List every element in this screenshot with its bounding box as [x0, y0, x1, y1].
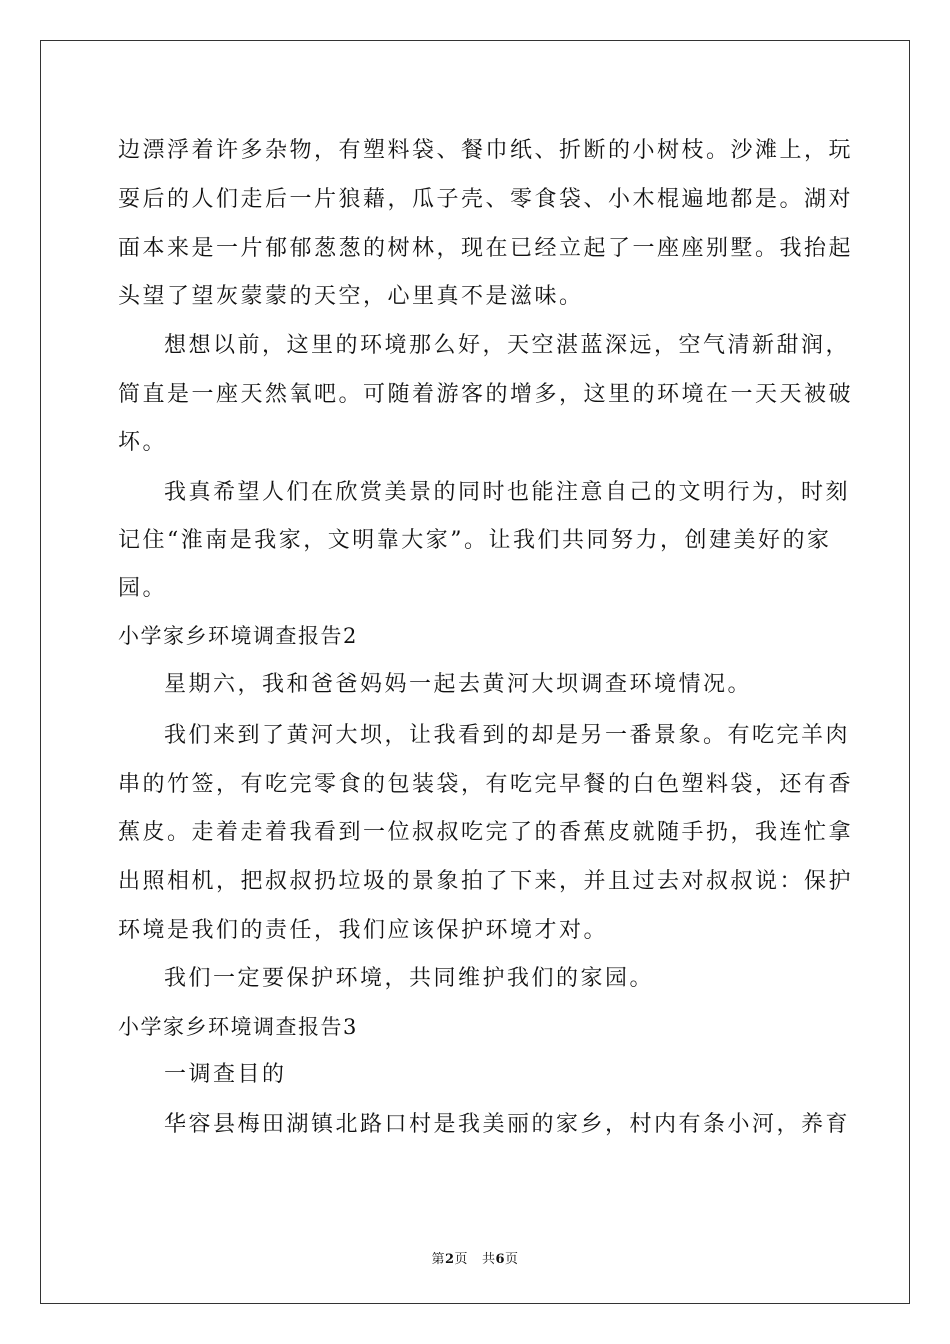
section-heading: 小学家乡环境调查报告2	[118, 624, 358, 648]
body-line: 面本来是一片郁郁葱葱的树林，现在已经立起了一座座别墅。我抬起	[118, 236, 854, 261]
body-line: 园。	[118, 576, 168, 601]
paragraph-start: 星期六，我和爸爸妈妈一起去黄河大坝调查环境情况。	[164, 672, 753, 697]
total-pages-number: 6	[495, 1252, 505, 1267]
body-line: 边漂浮着许多杂物，有塑料袋、餐巾纸、折断的小树枝。沙滩上，玩	[118, 138, 854, 163]
current-page-number: 2	[445, 1252, 455, 1267]
section-heading: 小学家乡环境调查报告3	[118, 1015, 358, 1039]
subheading: 一调查目的	[164, 1062, 287, 1087]
paragraph-start: 我真希望人们在欣赏美景的同时也能注意自己的文明行为，时刻	[164, 480, 851, 505]
body-line: 出照相机，把叔叔扔垃圾的景象拍了下来，并且过去对叔叔说：保护	[118, 869, 854, 894]
body-line: 坏。	[118, 430, 168, 455]
body-line: 记住“淮南是我家，文明靠大家”。让我们共同努力，创建美好的家	[118, 528, 832, 553]
footer-prefix: 第	[431, 1252, 445, 1267]
page-footer	[0, 1248, 950, 1267]
paragraph-start: 华容县梅田湖镇北路口村是我美丽的家乡，村内有条小河，养育	[164, 1112, 851, 1137]
body-line: 蕉皮。走着走着我看到一位叔叔吃完了的香蕉皮就随手扔，我连忙拿	[118, 820, 854, 845]
body-line: 串的竹签，有吃完零食的包装袋，有吃完早餐的白色塑料袋，还有香	[118, 772, 854, 797]
paragraph-start: 我们一定要保护环境，共同维护我们的家园。	[164, 966, 655, 991]
body-line: 环境是我们的责任，我们应该保护环境才对。	[118, 918, 609, 943]
paragraph-start: 我们来到了黄河大坝，让我看到的却是另一番景象。有吃完羊肉	[164, 723, 851, 748]
footer-mid: 页 共	[454, 1252, 496, 1267]
body-line: 耍后的人们走后一片狼藉，瓜子壳、零食袋、小木棍遍地都是。湖对	[118, 187, 854, 212]
body-line: 头望了望灰蒙蒙的天空，心里真不是滋味。	[118, 284, 584, 309]
body-line: 简直是一座天然氧吧。可随着游客的增多，这里的环境在一天天被破	[118, 382, 854, 407]
footer-suffix: 页	[505, 1252, 519, 1267]
paragraph-start: 想想以前，这里的环境那么好，天空湛蓝深远，空气清新甜润，	[164, 333, 851, 358]
